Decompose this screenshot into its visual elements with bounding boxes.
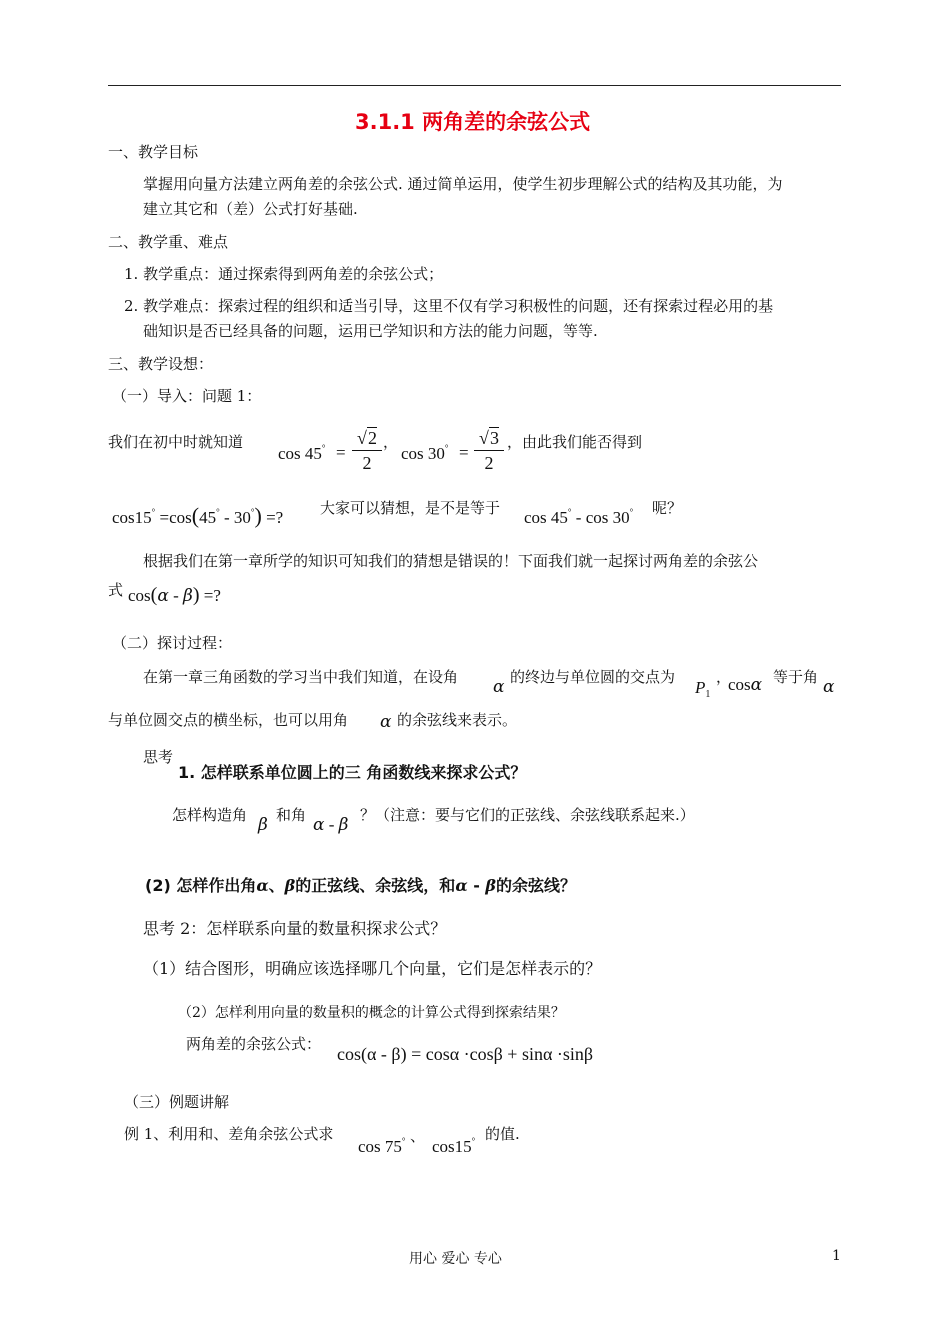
difficulty-item-line-1: 2. 教学难点：探索过程的组织和适当引导，这里不仅有学习积极性的问题，还有探索过程必用的基 [124,297,774,315]
intro-text-2: ，由此我们能否得到 [507,433,643,451]
beta-symbol: β [258,815,268,835]
think-2-item-1: （1）结合图形，明确应该选择哪几个向量，它们是怎样表示的？ [143,959,602,978]
cos45-label: cos 45° [278,443,326,463]
explore-heading: （二）探讨过程： [112,634,233,652]
cos30-label: cos 30° [401,443,449,463]
comma: ， [716,668,732,686]
cosine-difference-formula: cos(α - β) = cosα ·cosβ + sinα ·sinβ [337,1044,594,1064]
alpha-symbol: α [823,677,835,697]
alpha-minus-beta: α - β [313,815,349,835]
section-2-heading: 二、教学重、难点 [108,233,229,251]
intro-text-1: 我们在初中时就知道 [108,433,244,451]
header-rule [108,85,841,86]
cos15-label: cos15° [432,1136,476,1156]
formula-label: 两角差的余弦公式： [186,1035,322,1053]
page-number: 1 [832,1248,841,1264]
explore-text-4: 与单位圆交点的横坐标，也可以用角 [108,711,349,729]
example-1-text-1: 例 1、利用和、差角余弦公式求 [124,1125,334,1143]
cos15-expression: cos15° =cos(45° - 30°) =? [112,503,284,528]
construct-text-1: 怎样构造角 [172,806,248,824]
explore-text-3: 等于角 [773,668,819,686]
alpha-symbol: α [493,677,505,697]
key-point-item: 1. 教学重点：通过探索得到两角差的余弦公式； [124,265,444,283]
equals-sign: = [336,443,346,462]
explore-text-5: 的余弦线来表示。 [397,711,518,729]
cos45-minus-cos30: cos 45° - cos 30° [524,507,634,527]
example-1-text-2: 的值. [485,1125,520,1143]
comma: ， [383,433,399,451]
explore-text-1: 在第一章三角函数的学习当中我们知道，在设角 [143,668,459,686]
question-2: (2) 怎样作出角α、β的正弦线、余弦线，和α - β的余弦线？ [145,876,577,895]
difficulty-item-line-2: 础知识是否已经具备的问题，运用已学知识和方法的能力问题，等等. [143,322,598,340]
intro-heading: （一）导入：问题 1： [112,387,262,405]
cos75-label: cos 75° [358,1136,406,1156]
construct-text-2: 和角 [276,806,307,824]
goal-line-2: 建立其它和（差）公式打好基础. [143,200,358,218]
cos-alpha-minus-beta: cos(α - β) =? [128,584,221,606]
footer-motto: 用心 爱心 专心 [409,1251,502,1267]
paragraph-line-1: 根据我们在第一章所学的知识可知我们的猜想是错误的！下面我们就一起探讨两角差的余弦公 [143,552,759,570]
think-label: 思考 [143,748,174,766]
alpha-symbol: α [380,712,392,732]
separator: 、 [410,1127,426,1145]
construct-text-3: ？（注意：要与它们的正弦线、余弦线联系起来.） [360,806,695,824]
goal-line-1: 掌握用向量方法建立两角差的余弦公式. 通过简单运用，使学生初步理解公式的结构及其功能，为 [143,175,783,193]
page-title: 3.1.1 两角差的余弦公式 [355,110,591,134]
think-2-item-2: （2）怎样利用向量的数量积的概念的计算公式得到探索结果？ [178,1005,565,1021]
guess-text-1: 大家可以猜想，是不是等于 [320,499,501,517]
cos-alpha: cosα [728,675,763,695]
p1-symbol: $P_1$ [695,678,711,700]
examples-heading: （三）例题讲解 [124,1093,230,1111]
section-3-heading: 三、教学设想： [108,355,214,373]
question-1: 1. 怎样联系单位圆上的三 角函数线来探求公式？ [178,763,527,782]
equals-sign: = [459,443,469,462]
explore-text-2: 的终边与单位圆的交点为 [510,668,676,686]
guess-text-2: 呢？ [652,499,683,517]
paragraph-line-2: 式 [108,581,124,599]
think-2: 思考 2：怎样联系向量的数量积探求公式？ [143,919,447,938]
section-1-heading: 一、教学目标 [108,143,199,161]
sqrt2-over-2-fraction: $\frac{√2}{2}$ [352,426,382,475]
sqrt3-over-2-fraction: $\frac{√3}{2}$ [474,426,504,475]
